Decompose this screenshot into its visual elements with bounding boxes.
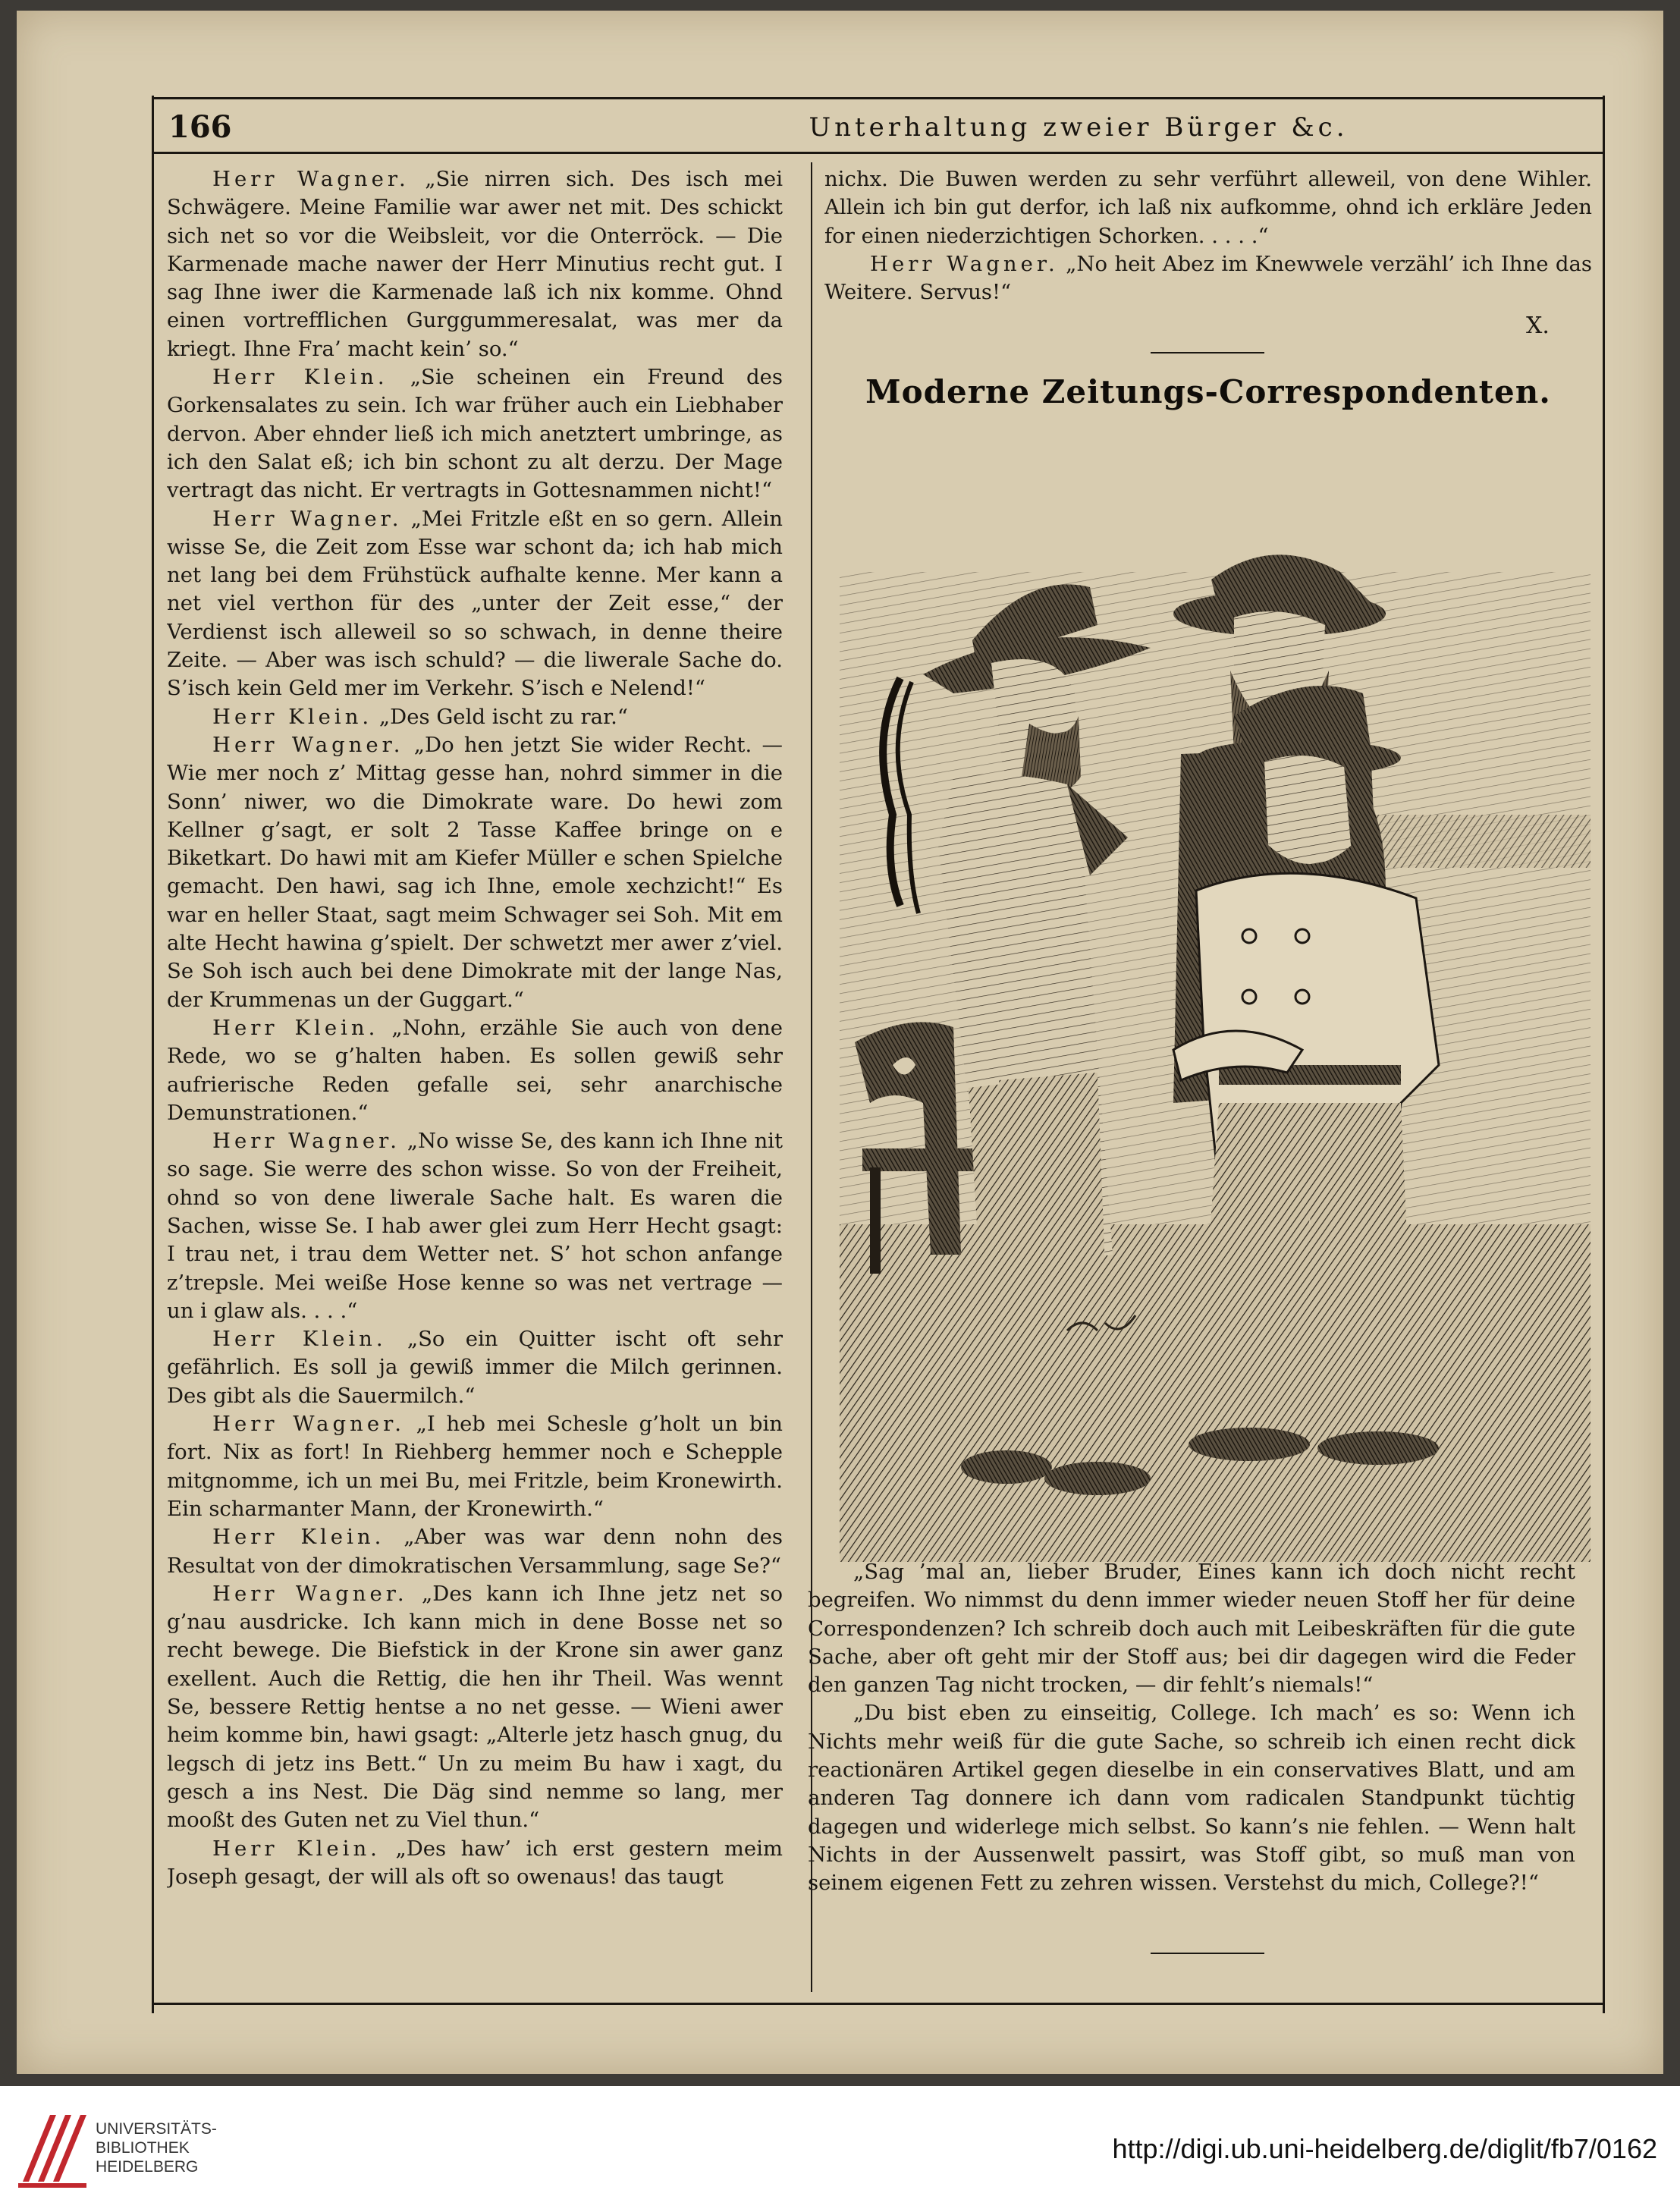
dialogue-paragraph (167, 363, 783, 504)
speaker-name: Herr Wagner. (870, 251, 1059, 276)
speaker-name: Herr Wagner. (212, 167, 410, 191)
dialogue-paragraph: „Du bist eben zu einseitig, College. Ich mach’ es so: Wenn ich Nichts mehr weiß für die gute Sache, so schreib ich einen recht dick reactionären Artikel gegen dieselbe in ein conservatives Blatt, und am anderen Tag donnere ich dann vom radicalen Standpunkt tüchtig dagegen und widerlege mich selbst. So kann’s nie fehlen. — Wenn halt Nichts in der Aussenwelt passirt, was Stoff gibt, so muß man von seinem eigenen Fett zu zehren wissen. Verstehst du mich, College?!“ (808, 1701, 1575, 1896)
speaker-name: Herr Klein. (212, 1525, 385, 1550)
speaker-name: Herr Klein. (212, 704, 373, 729)
speaker-name: Herr Klein. (212, 1015, 379, 1040)
page-number: 166 (168, 109, 232, 145)
woodcut-illustration (840, 420, 1591, 1562)
dialogue-paragraph (167, 1835, 783, 1892)
right-column-top (824, 165, 1592, 317)
left-column (167, 165, 783, 1986)
dialogue-text: „Do hen jetzt Sie wider Recht. — Wie mer noch z’ Mittag gesse han, nohrd simmer in die Sonn’ niwer, wo die Dimokrate ware. Do hewi zom Kellner g’sagt, er solt 2 Tasse Kaffee bringe on e Biketkart. Do hawi mit am Kiefer Müller e schen Spielche gemacht. Den hawi, sag ich Ihne, emole xechzicht!“ Es war en heller Staat, sagt meim Schwager sei Soh. Mit em alte Hecht hawina g’spielt. Der schwetzt mer awer z’viel. Se Soh isch auch bei dene Dimokrate mit der lange Nas, der Krummenas un der Guggart.“ (167, 732, 783, 1012)
dialogue-text: „No wisse Se, des kann ich Ihne nit so sage. Sie werre des schon wisse. So von der Freiheit, ohnd so von dene liwerale Sache halt. Es waren die Sachen, wisse Se. I hab awer glei zum Herr Hecht gsagt: I trau net, i trau dem Wetter net. S’ hot schon anfange z’trepsle. Mei weiße Hose kenne so was net vertrage — un i glaw als. . . .“ (167, 1129, 783, 1323)
bottom-rule (152, 2003, 1603, 2005)
speaker-name: Herr Wagner. (212, 506, 403, 531)
dialogue-text: „No heit Abez im Knewwele verzähl’ ich Ihne das Weitere. Servus!“ (824, 251, 1592, 305)
speaker-name: Herr Wagner. (212, 1412, 405, 1437)
dialogue-paragraph (167, 703, 783, 731)
caption-text (808, 1558, 1575, 1915)
speaker-name: Herr Wagner. (212, 1129, 401, 1154)
dialogue-paragraph (167, 1523, 783, 1580)
library-logo-icon (15, 2109, 88, 2189)
dialogue-paragraph (824, 165, 1592, 250)
dialogue-paragraph (167, 1014, 783, 1127)
dialogue-paragraph (167, 1410, 783, 1523)
signature: X. (1526, 313, 1550, 339)
speaker-name: Herr Klein. (212, 1327, 387, 1352)
dialogue-paragraph (167, 1325, 783, 1410)
footer-bar (0, 2086, 1680, 2212)
three-men-engraving (840, 420, 1591, 1562)
dialogue-paragraph (167, 1580, 783, 1835)
dialogue-text: nichx. Die Buwen werden zu sehr verführt alleweil, von dene Wihler. Allein ich bin gut derfor, ich laß nix aufkomme, ohnd ich erkläre Jeden for einen niederzichtigen Schorken. . . . .“ (824, 167, 1592, 248)
speaker-name: Herr Klein. (212, 1836, 381, 1861)
top-rule (152, 97, 1603, 99)
speaker-name: Herr Wagner. (212, 1581, 408, 1606)
dialogue-paragraph (167, 731, 783, 1014)
dialogue-text: „Sie scheinen ein Freund des Gorkensalates zu sein. Ich war früher auch ein Liebhaber dervon. Aber ehnder ließ ich mich anetztert umbringe, as ich den Salat eß; ich bin schont zu alt derzu. Der Mage vertragt das nicht. Er vertragts in Gottesnammen nicht!“ (167, 365, 783, 503)
dialogue-paragraph (167, 165, 783, 363)
dialogue-paragraph: „Sag ’mal an, lieber Bruder, Eines kann ich doch nicht recht begreifen. Wo nimmst du denn immer wieder neuen Stoff her für deine Correspondenzen? Ich schreib doch auch mit Leibeskräften für die gute Sache, aber oft geht mir der Stoff aus; bei dir dagegen wird die Feder den ganzen Tag nicht trocken, — dir fehlt’s niemals!“ (808, 1560, 1575, 1698)
header-rule (152, 152, 1603, 154)
speaker-name: Herr Klein. (212, 365, 388, 390)
dialogue-text: „Des Geld ischt zu rar.“ (372, 704, 628, 729)
dialogue-text: „Mei Fritzle eßt en so gern. Allein wisse Se, die Zeit zom Esse war schont da; ich hab mich net lang bei dem Frühstück aufhalte kenne. Mer kann a net viel verthon für des „unter der Zeit esse,“ der Verdienst isch alleweil so so schwach, in denne theire Zeite. — Aber was isch schuld? — die liwerale Sache do. S’isch kein Geld mer im Verkehr. S’isch e Nelend!“ (167, 506, 783, 701)
dialogue-text: „Des kann ich Ihne jetz net so g’nau ausdricke. Ich kann mich in dene Bosse net so recht bewege. Die Biefstick in der Krone sin awer ganz exellent. Auch die Rettig, die hen ihr Theil. Was wennt Se, bessere Rettig hentse a no net gesse. — Wieni awer heim komme bin, hawi gsagt: „Alterle jetz hasch gnug, du legsch di jetz ins Bett.“ Un zu meim Bu haw i xagt, du gesch a ins Nest. Die Däg sind nemme so lang, mer mooßt des Guten net zu Viel thun.“ (167, 1581, 783, 1833)
dialogue-text: „So ein Quitter ischt oft sehr gefährlich. Es soll ja gewiß immer die Milch gerinnen. Des gibt als die Sauermilch.“ (167, 1327, 783, 1408)
dialogue-text: „Sie nirren sich. Des isch mei Schwägere. Meine Familie war awer net mit. Des schickt sich net so vor die Weibsleit, vor die Onterröck. — Die Karmenade mache nawer der Herr Minutius recht gut. I sag Ihne iwer die Karmenade laß ich nix komme. Ohnd einen vortrefflichen Gurggummeresalat, was mer da kriegt. Ihne Fra’ macht kein’ so.“ (167, 167, 783, 361)
dialogue-text: „I heb mei Schesle g’holt un bin fort. Nix as fort! In Riehberg hemmer noch e Schepple mitgnomme, ich un mei Bu, mei Fritzle, beim Kronewirth. Ein scharmanter Mann, der Kronewirth.“ (167, 1412, 783, 1521)
section-rule (1151, 352, 1264, 353)
dialogue-text: „Nohn, erzähle Sie auch von dene Rede, wo se g’halten haben. Es sollen gewiß sehr aufrierische Reden gefalle sei, sehr anarchische Demunstrationen.“ (167, 1015, 783, 1125)
library-name: UNIVERSITÄTS- BIBLIOTHEK HEIDELBERG (96, 2120, 217, 2176)
running-title: Unterhaltung zweier Bürger &c. (809, 112, 1349, 143)
dialogue-text: „Des haw’ ich erst gestern meim Joseph gesagt, der will als oft so owenaus! das taugt (167, 1836, 783, 1889)
dialogue-text: „Aber was war denn nohn des Resultat von der dimokratischen Versammlung, sage Se?“ (167, 1525, 783, 1578)
speaker-name: Herr Wagner. (212, 732, 404, 757)
section-end-rule (1151, 1953, 1264, 1954)
source-url[interactable]: http://digi.ub.uni-heidelberg.de/diglit/fb7/0162 (1112, 2133, 1657, 2164)
dialogue-paragraph (167, 505, 783, 703)
article-title: Moderne Zeitungs-Correspondenten. (865, 373, 1551, 410)
dialogue-paragraph (824, 250, 1592, 307)
dialogue-paragraph (167, 1127, 783, 1325)
